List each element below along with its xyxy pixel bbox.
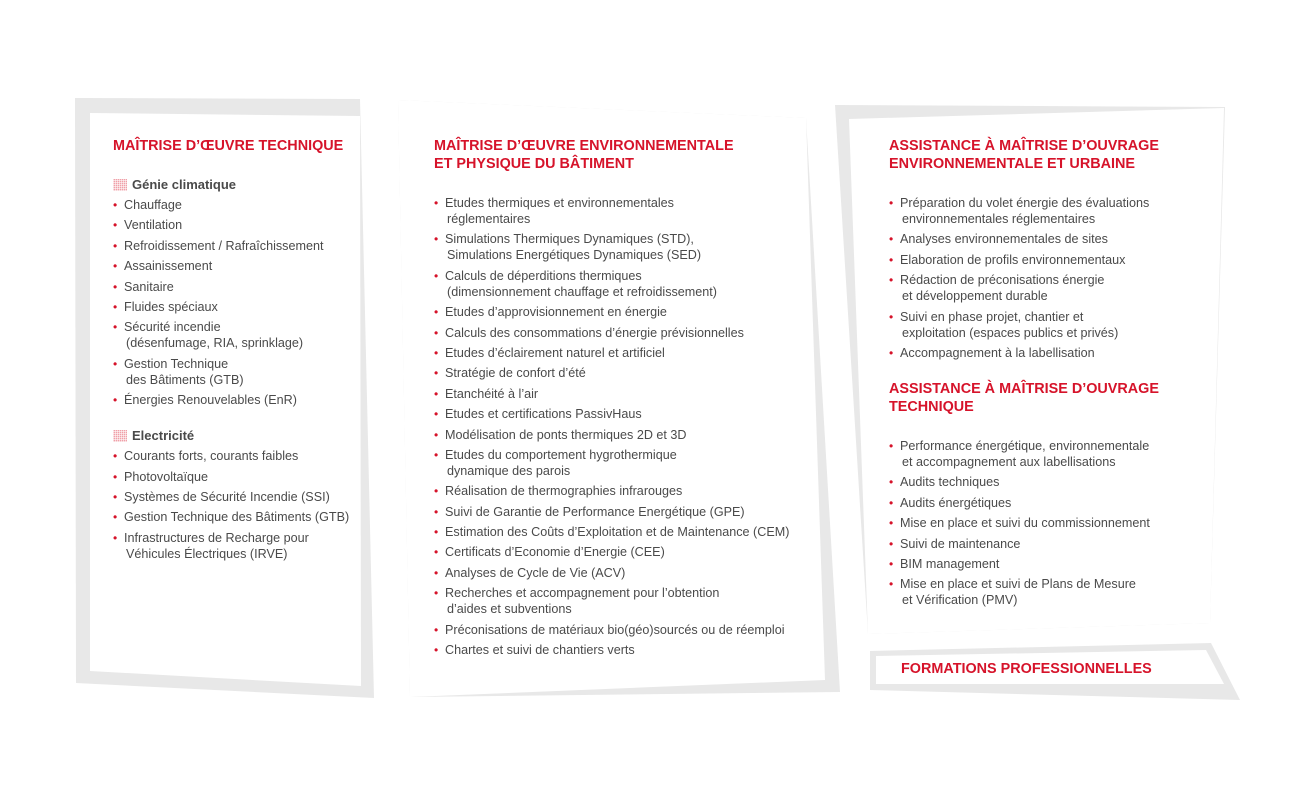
list-item: • Mise en place et suivi de Plans de Mesure et Vérification (PMV) [889, 577, 1136, 608]
list-item: • BIM management [889, 556, 1000, 571]
list-item: • Analyses de Cycle de Vie (ACV) [434, 565, 626, 580]
card-formations-professionnelles[interactable] [901, 660, 1201, 678]
list-item: • Etudes et certifications PassivHaus [434, 407, 642, 422]
list-item: • Audits techniques [889, 475, 1000, 490]
group-heading-electricite: Electricité [113, 428, 358, 444]
card-title: MAÎTRISE D’ŒUVRE TECHNIQUE [113, 138, 344, 154]
list-item: • Sanitaire [113, 279, 174, 294]
list-item: • Sécurité incendie (désenfumage, RIA, sprinklage) [113, 320, 304, 351]
card-assistance-maitrise-ouvrage [889, 137, 1189, 613]
list-amo-technique [889, 438, 1189, 608]
list-item: • Etudes thermiques et environnementales réglementaires [434, 196, 674, 226]
list-item: • Gestion Technique des Bâtiments (GTB) [113, 510, 350, 525]
list-item: • Suivi de Garantie de Performance Energétique (GPE) [434, 504, 745, 519]
group-heading-genie-climatique: Génie climatique [113, 177, 358, 193]
list-item: • Énergies Renouvelables (EnR) [113, 393, 297, 408]
list-item: • Suivi de maintenance [889, 536, 1021, 551]
list-item: • Systèmes de Sécurité Incendie (SSI) [113, 489, 330, 504]
list-item: • Accompagnement à la labellisation [889, 345, 1095, 360]
list-item: • Courants forts, courants faibles [113, 449, 299, 464]
list-item: • Etudes d’éclairement naturel et artificiel [434, 345, 665, 360]
list-item: • Assainissement [113, 259, 213, 274]
list-electricite [113, 448, 358, 562]
list-item: • Performance énergétique, environnementale et accompagnement aux labellisations [889, 438, 1150, 469]
list-item: • Rédaction de préconisations énergie et développement durable [889, 273, 1105, 304]
list-item: • Chartes et suivi de chantiers verts [434, 643, 635, 658]
list-item: • Simulations Thermiques Dynamiques (STD), Simulations Energétiques Dynamiques (SED) [434, 232, 702, 263]
list-item: • Refroidissement / Rafraîchissement [113, 238, 324, 253]
card-maitrise-oeuvre-technique [113, 137, 358, 566]
grid-icon [113, 430, 127, 442]
card-maitrise-oeuvre-environnementale [434, 137, 819, 662]
list-amo-environnementale [889, 195, 1189, 361]
list-item: • Fluides spéciaux [113, 299, 218, 314]
list-item: • Préconisations de matériaux bio(géo)sourcés ou de réemploi [434, 622, 785, 637]
list-item: • Réalisation de thermographies infrarouges [434, 484, 683, 499]
list-item: • Calculs de déperditions thermiques (dimensionnement chauffage et refroidissement) [434, 268, 717, 299]
list-item: • Elaboration de profils environnementaux [889, 252, 1126, 267]
list-item: • Ventilation [113, 218, 183, 233]
list-environnementale [434, 195, 819, 658]
list-item: • Mise en place et suivi du commissionnement [889, 516, 1150, 531]
list-item: • Stratégie de confort d’été [434, 366, 586, 381]
section-title-amo-technique: ASSISTANCE À MAÎTRISE D’OUVRAGE TECHNIQUE [889, 380, 1159, 415]
list-item: • Etudes du comportement hygrothermique dynamique des parois [434, 447, 677, 478]
list-item: • Gestion Technique des Bâtiments (GTB) [113, 356, 244, 387]
section-title-amo-environnementale: ASSISTANCE À MAÎTRISE D’OUVRAGE ENVIRONNEMENTALE ET URBAINE [889, 138, 1159, 172]
list-item: • Infrastructures de Recharge pour Véhicules Électriques (IRVE) [113, 530, 309, 561]
list-item: • Préparation du volet énergie des évaluations environnementales réglementaires [889, 196, 1150, 226]
list-item: • Etudes d’approvisionnement en énergie [434, 305, 667, 320]
card-title: MAÎTRISE D’ŒUVRE ENVIRONNEMENTALE ET PHYSIQUE DU BÂTIMENT [434, 138, 734, 172]
list-item: • Calculs des consommations d’énergie prévisionnelles [434, 325, 744, 340]
list-item: • Recherches et accompagnement pour l’obtention d’aides et subventions [434, 586, 720, 617]
grid-icon [113, 179, 127, 191]
list-item: • Modélisation de ponts thermiques 2D et 3D [434, 427, 687, 442]
list-item: • Estimation des Coûts d’Exploitation et de Maintenance (CEM) [434, 525, 790, 540]
formations-title: FORMATIONS PROFESSIONNELLES [901, 661, 1152, 677]
list-item: • Etanchéité à l’air [434, 386, 539, 401]
list-genie-climatique [113, 197, 358, 408]
list-item: • Photovoltaïque [113, 469, 209, 484]
list-item: • Audits énergétiques [889, 495, 1012, 510]
list-item: • Analyses environnementales de sites [889, 232, 1108, 247]
list-item: • Suivi en phase projet, chantier et exploitation (espaces publics et privés) [889, 309, 1119, 340]
list-item: • Certificats d’Economie d’Energie (CEE) [434, 545, 665, 560]
list-item: • Chauffage [113, 198, 182, 212]
